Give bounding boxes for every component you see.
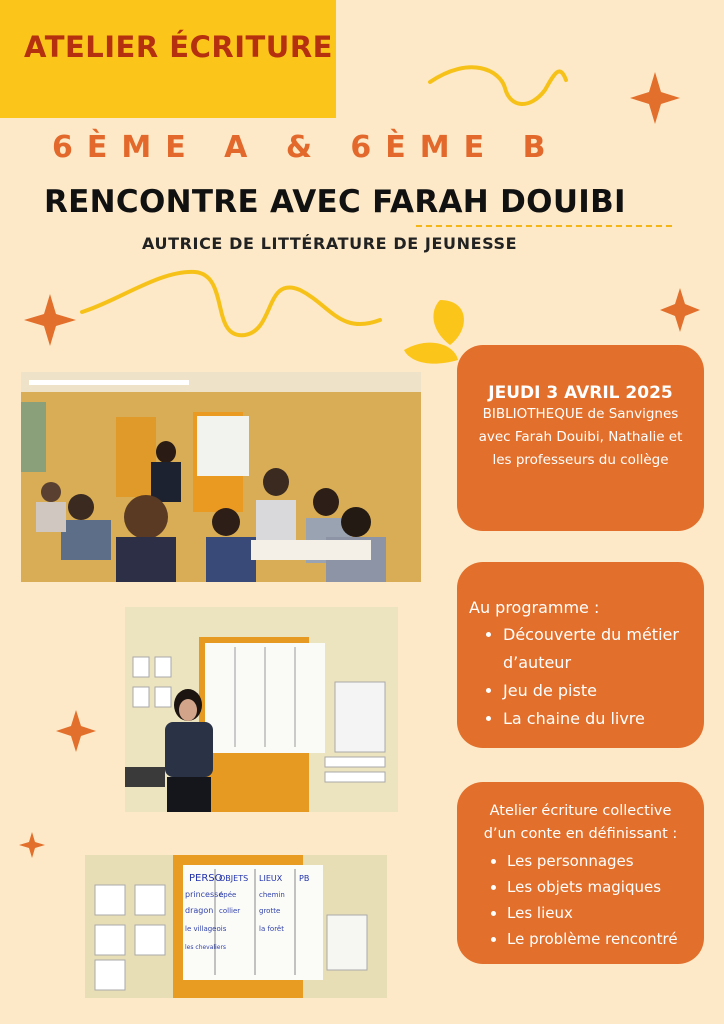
atelier-list	[457, 848, 704, 952]
star-small-left	[19, 832, 45, 858]
leaf-yellow-2	[404, 343, 458, 364]
board-word: grotte	[259, 907, 281, 915]
event-info-card	[457, 345, 704, 531]
list-item: • Les objets magiques	[507, 874, 704, 900]
event-guests-cont: les professeurs du collège	[492, 452, 669, 468]
board-col1: PERSO	[189, 873, 223, 884]
star-right	[660, 288, 700, 332]
event-guests: avec Farah Douibi, Nathalie et	[478, 429, 683, 445]
programme-list	[469, 621, 704, 733]
board-word: dragon	[185, 906, 214, 915]
star-mid-left	[56, 710, 96, 752]
leaf-yellow-1	[433, 300, 464, 345]
event-location: BIBLIOTHEQUE de Sanvignes	[482, 406, 679, 422]
list-item: • Les personnages	[507, 848, 704, 874]
board-word: chemin	[259, 891, 285, 899]
event-date: JEUDI 3 AVRIL 2025	[488, 383, 673, 403]
squiggle-top	[430, 67, 566, 104]
atelier-heading: Atelier écriture collective	[489, 803, 672, 819]
board-col2: OBJETS	[219, 874, 249, 883]
programme-heading: Au programme :	[469, 598, 600, 617]
photo-author-board	[125, 607, 398, 812]
atelier-heading-cont: d’un conte en définissant :	[483, 826, 678, 842]
photo-writing-board	[85, 855, 387, 998]
programme-card	[457, 562, 704, 748]
list-item: • Découverte du métier d’auteur	[503, 621, 704, 677]
title-underline	[416, 225, 672, 227]
board-word: les chevaliers	[185, 944, 227, 951]
photo-classroom	[21, 372, 421, 582]
star-top-right	[630, 72, 680, 124]
atelier-card	[457, 782, 704, 964]
board-word: épée	[219, 891, 237, 899]
list-item: • Le problème rencontré	[507, 926, 704, 952]
page-title: RENCONTRE AVEC FARAH DOUIBI	[44, 184, 626, 220]
board-word: collier	[219, 907, 241, 915]
board-word: la forêt	[259, 925, 284, 933]
list-item: • Les lieux	[507, 900, 704, 926]
classes-label: 6ÈME A & 6ÈME B	[52, 130, 560, 165]
board-col4: PB	[299, 874, 310, 883]
star-left	[24, 294, 76, 346]
board-col3: LIEUX	[259, 874, 283, 883]
page-subtitle: AUTRICE DE LITTÉRATURE DE JEUNESSE	[142, 234, 518, 253]
list-item: • Jeu de piste	[503, 677, 704, 705]
squiggle-middle	[82, 272, 380, 335]
list-item: • La chaine du livre	[503, 705, 704, 733]
board-word: le villageois	[185, 925, 227, 933]
board-word: princesse	[185, 890, 224, 899]
badge-title: ATELIER ÉCRITURE	[24, 30, 333, 64]
